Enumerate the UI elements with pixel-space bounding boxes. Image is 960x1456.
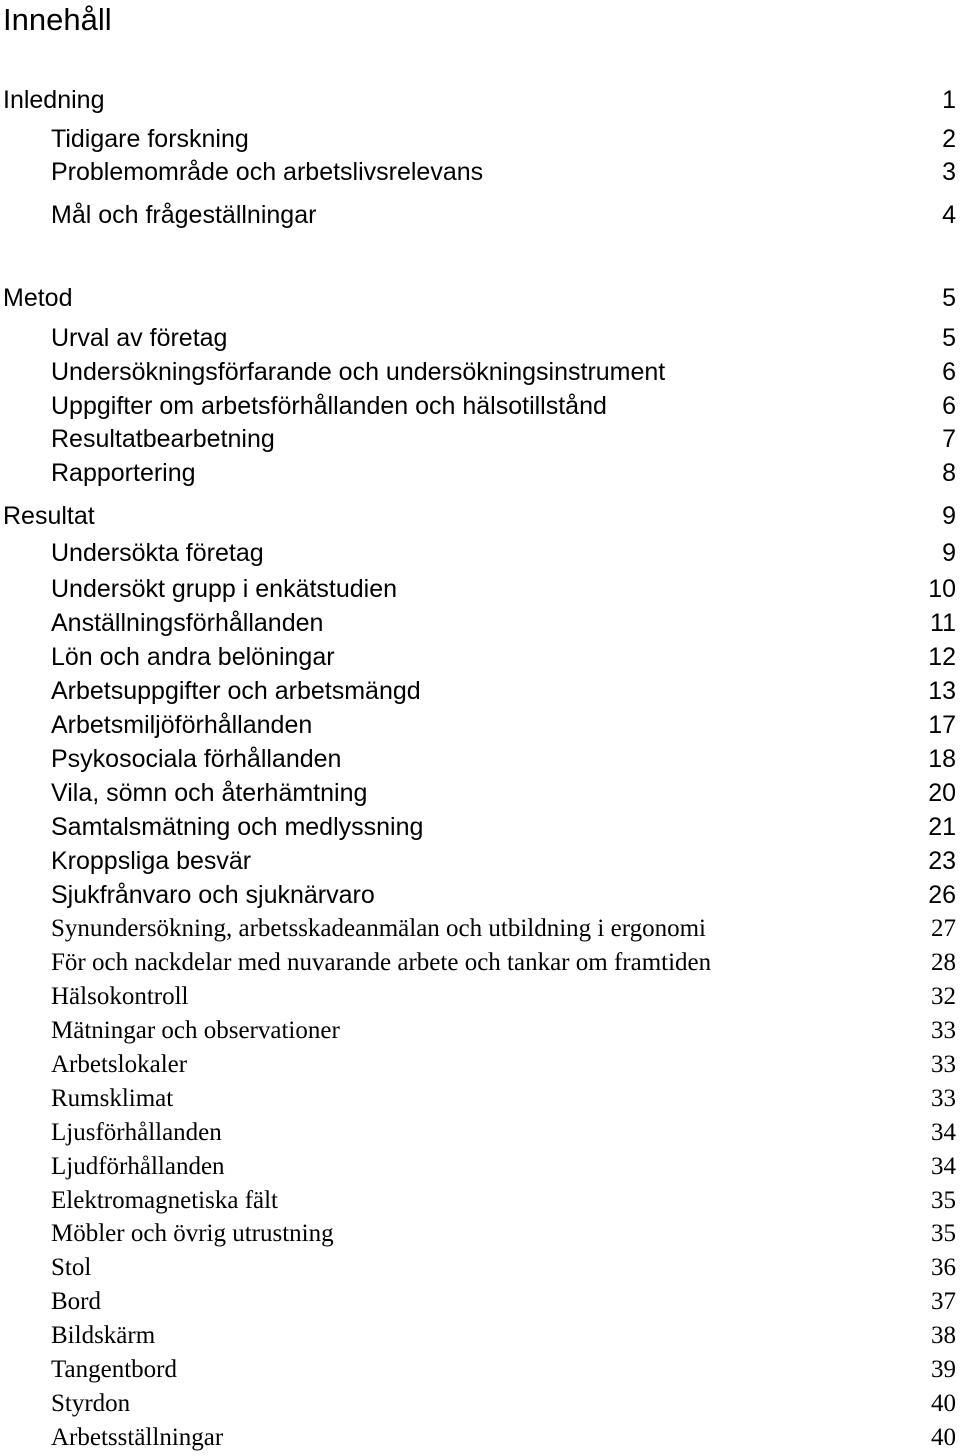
- toc-entry-title: Undersökningsförfarande och undersökningsinstrument: [51, 358, 666, 386]
- toc-entry[interactable]: [0, 947, 960, 979]
- toc-entry-page-number: 2: [942, 125, 956, 153]
- toc-entry[interactable]: [0, 390, 960, 422]
- toc-entry-page-number: 5: [942, 324, 956, 352]
- toc-entry[interactable]: [0, 641, 960, 673]
- toc-entry-page-number: 33: [931, 1051, 956, 1078]
- toc-entry-title: Elektromagnetiska fält: [51, 1187, 279, 1214]
- toc-entry-title: Arbetslokaler: [51, 1051, 188, 1078]
- toc-entry-title: Problemområde och arbetslivsrelevans: [51, 158, 484, 186]
- toc-entry-title: Undersökta företag: [51, 539, 264, 567]
- toc-entry-title: Mål och frågeställningar: [51, 201, 317, 229]
- toc-entry-page-number: 17: [928, 711, 956, 739]
- toc-entry-title: Tangentbord: [51, 1356, 177, 1383]
- toc-entry-page-number: 13: [928, 677, 956, 705]
- toc-entry-title: Arbetsmiljöförhållanden: [51, 711, 313, 739]
- toc-entry-title: Undersökt grupp i enkätstudien: [51, 575, 398, 603]
- toc-entry-page-number: 11: [930, 609, 956, 637]
- toc-entry-page-number: 35: [931, 1187, 956, 1214]
- toc-entry-page-number: 36: [931, 1254, 956, 1281]
- toc-entry-title: För och nackdelar med nuvarande arbete och tankar om framtiden: [51, 949, 712, 976]
- toc-entry-page-number: 4: [942, 201, 956, 229]
- toc-entry-title: Inledning: [3, 86, 105, 114]
- toc-entry-title: Psykosociala förhållanden: [51, 745, 342, 773]
- toc-entry[interactable]: [0, 1185, 960, 1217]
- toc-entry-title: Metod: [3, 284, 73, 312]
- toc-entry-page-number: 39: [931, 1356, 956, 1383]
- toc-entry-title: Bord: [51, 1288, 101, 1315]
- toc-entry-page-number: 35: [931, 1220, 956, 1247]
- toc-entry-title: Uppgifter om arbetsförhållanden och hälsotillstånd: [51, 392, 607, 420]
- toc-entry-page-number: 28: [931, 949, 956, 976]
- toc-entry-title: Lön och andra belöningar: [51, 643, 335, 671]
- toc-entry[interactable]: [0, 607, 960, 639]
- toc-entry[interactable]: [0, 777, 960, 809]
- toc-entry[interactable]: [0, 537, 960, 569]
- toc-entry-page-number: 33: [931, 1017, 956, 1044]
- toc-entry-title: Mätningar och observationer: [51, 1017, 340, 1044]
- toc-entry-page-number: 27: [931, 915, 956, 942]
- toc-entry[interactable]: [0, 675, 960, 707]
- toc-entry[interactable]: [0, 573, 960, 605]
- toc-entry[interactable]: [0, 879, 960, 911]
- toc-entry-page-number: 21: [928, 813, 956, 841]
- toc-entry[interactable]: [0, 282, 960, 314]
- toc-entry-page-number: 37: [931, 1288, 956, 1315]
- toc-entry[interactable]: [0, 1015, 960, 1047]
- toc-entry[interactable]: [0, 457, 960, 489]
- toc-entry-page-number: 6: [942, 358, 956, 386]
- toc-entry-title: Rumsklimat: [51, 1085, 174, 1112]
- toc-entry[interactable]: [0, 356, 960, 388]
- toc-entry[interactable]: [0, 913, 960, 945]
- toc-entry[interactable]: [0, 1049, 960, 1081]
- toc-entry-page-number: 20: [928, 779, 956, 807]
- toc-entry[interactable]: [0, 743, 960, 775]
- toc-entry-page-number: 8: [942, 459, 956, 487]
- toc-entry-page-number: 34: [931, 1153, 956, 1180]
- toc-entry[interactable]: [0, 1083, 960, 1115]
- toc-entry-title: Samtalsmätning och medlyssning: [51, 813, 424, 841]
- toc-entry-title: Kroppsliga besvär: [51, 847, 252, 875]
- toc-entry-title: Bildskärm: [51, 1322, 156, 1349]
- toc-entry-title: Möbler och övrig utrustning: [51, 1220, 334, 1247]
- toc-entry[interactable]: [0, 199, 960, 231]
- toc-entry[interactable]: [0, 1422, 960, 1454]
- toc-entry-title: Vila, sömn och återhämtning: [51, 779, 368, 807]
- toc-entry-page-number: 6: [942, 392, 956, 420]
- toc-entry[interactable]: [0, 1320, 960, 1352]
- toc-entry[interactable]: [0, 1218, 960, 1250]
- toc-entry-page-number: 38: [931, 1322, 956, 1349]
- toc-entry[interactable]: [0, 1252, 960, 1284]
- toc-entry-title: Stol: [51, 1254, 92, 1281]
- toc-entry[interactable]: [0, 1286, 960, 1318]
- toc-entry[interactable]: [0, 84, 960, 116]
- toc-entry-title: Rapportering: [51, 459, 196, 487]
- toc-entry-page-number: 26: [928, 881, 956, 909]
- toc-entry[interactable]: [0, 845, 960, 877]
- toc-entry-page-number: 40: [931, 1424, 956, 1451]
- toc-entry[interactable]: [0, 1388, 960, 1420]
- toc-entry-title: Styrdon: [51, 1390, 131, 1417]
- toc-entry-page-number: 18: [928, 745, 956, 773]
- toc-entry-title: Synundersökning, arbetsskadeanmälan och utbildning i ergonomi: [51, 915, 706, 942]
- toc-entry[interactable]: [0, 981, 960, 1013]
- toc-entry-page-number: 1: [942, 86, 956, 114]
- toc-entry-title: Sjukfrånvaro och sjuknärvaro: [51, 881, 375, 909]
- toc-entry-page-number: 7: [942, 425, 956, 453]
- toc-entry-page-number: 9: [942, 502, 956, 530]
- page-title: Innehåll: [3, 2, 112, 37]
- toc-entry-title: Tidigare forskning: [51, 125, 249, 153]
- toc-entry[interactable]: [0, 322, 960, 354]
- toc-entry-page-number: 5: [942, 284, 956, 312]
- toc-entry-title: Ljudförhållanden: [51, 1153, 225, 1180]
- toc-entry-page-number: 9: [942, 539, 956, 567]
- toc-entry[interactable]: [0, 423, 960, 455]
- toc-entry-title: Arbetsställningar: [51, 1424, 224, 1451]
- toc-entry[interactable]: [0, 156, 960, 188]
- toc-entry-page-number: 34: [931, 1119, 956, 1146]
- toc-entry-title: Hälsokontroll: [51, 983, 189, 1010]
- toc-entry-page-number: 10: [928, 575, 956, 603]
- toc-entry-page-number: 32: [931, 983, 956, 1010]
- toc-entry-title: Resultatbearbetning: [51, 425, 275, 453]
- toc-entry[interactable]: [0, 123, 960, 155]
- toc-entry[interactable]: [0, 811, 960, 843]
- toc-entry-title: Arbetsuppgifter och arbetsmängd: [51, 677, 421, 705]
- toc-entry[interactable]: [0, 500, 960, 532]
- toc-entry-page-number: 3: [942, 158, 956, 186]
- toc-entry-title: Anställningsförhållanden: [51, 609, 324, 637]
- toc-entry-title: Resultat: [3, 502, 95, 530]
- toc-entry-title: Ljusförhållanden: [51, 1119, 222, 1146]
- toc-entry-title: Urval av företag: [51, 324, 228, 352]
- toc-entry-page-number: 33: [931, 1085, 956, 1112]
- toc-entry[interactable]: [0, 1354, 960, 1386]
- toc-entry-page-number: 40: [931, 1390, 956, 1417]
- toc-entry-page-number: 23: [928, 847, 956, 875]
- toc-entry[interactable]: [0, 1117, 960, 1149]
- toc-entry[interactable]: [0, 709, 960, 741]
- toc-entry[interactable]: [0, 1151, 960, 1183]
- toc-entry-page-number: 12: [928, 643, 956, 671]
